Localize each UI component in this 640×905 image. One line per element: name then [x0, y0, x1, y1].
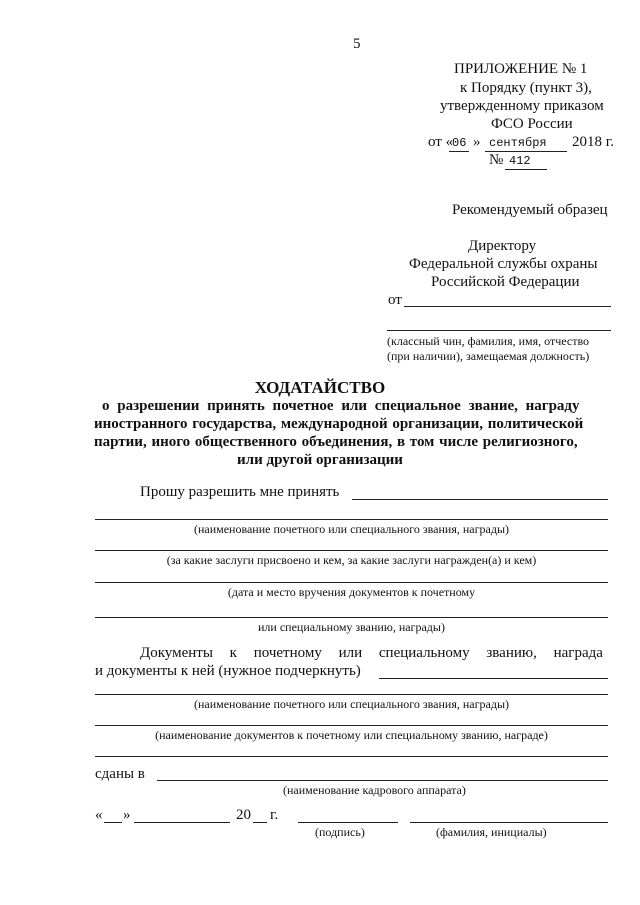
docs-field-line[interactable] [95, 725, 608, 726]
document-title: ХОДАТАЙСТВО [254, 378, 386, 397]
recommended-sample: Рекомендуемый образец [452, 202, 608, 218]
docs-field-line-2[interactable] [95, 756, 608, 757]
year-field[interactable] [253, 822, 267, 823]
documents-text-line1: Документы к почетному или специальному званию, награда [140, 645, 603, 661]
addressee-from: от [388, 292, 402, 308]
subtitle-line1: о разрешении принять почетное или специальное звание, награду [102, 398, 580, 414]
subtitle-line4: или другой организации [237, 452, 403, 468]
date-place-field-line-2[interactable] [95, 617, 608, 618]
year-suffix: г. [270, 807, 279, 823]
handed-text: сданы в [95, 766, 145, 782]
date-open-quote: « [95, 807, 103, 823]
subtitle-line3: партии, иного общественного объединения, в том числе религиозного, [94, 434, 578, 450]
hint-title: (наименование почетного или специального звания, награды) [193, 522, 510, 536]
hint-name: (фамилия, инициалы) [436, 825, 547, 839]
appendix-date-prefix: от « [428, 134, 454, 150]
name-field[interactable] [410, 822, 608, 823]
appendix-month: сентября [489, 136, 547, 150]
subtitle-line2: иностранного государства, международной организации, политической [94, 416, 584, 432]
hint-docs: (наименование документов к почетному или специальному званию, награде) [155, 728, 548, 742]
appendix-order-ref: к Порядку (пункт 3), [460, 80, 592, 96]
request-field-line[interactable] [352, 499, 608, 500]
addressee-line1: Директору [468, 238, 537, 254]
hint-hr: (наименование кадрового аппарата) [283, 783, 466, 797]
from-field-line-2[interactable] [387, 330, 611, 331]
date-place-field-line[interactable] [95, 582, 608, 583]
signature-field[interactable] [298, 822, 398, 823]
appendix-day: 06 [452, 136, 467, 150]
documents-field-line[interactable] [379, 678, 608, 679]
appendix-number: 412 [509, 154, 531, 168]
year-prefix: 20 [236, 807, 251, 823]
merits-field-line[interactable] [95, 550, 608, 551]
page-number: 5 [353, 36, 361, 52]
title2-field-line[interactable] [95, 694, 608, 695]
hint-title2: (наименование почетного или специального звания, награды) [193, 697, 510, 711]
date-day-field[interactable] [104, 822, 122, 823]
appendix-quote-close: » [473, 134, 481, 150]
addressee-hint1: (классный чин, фамилия, имя, отчество [387, 334, 590, 348]
hr-field-line[interactable] [157, 780, 608, 781]
appendix-title: ПРИЛОЖЕНИЕ № 1 [454, 61, 588, 77]
date-close-quote: » [123, 807, 131, 823]
hint-signature: (подпись) [315, 825, 365, 839]
documents-text-line2: и документы к ней (нужное подчеркнуть) [95, 663, 361, 679]
addressee-line2: Федеральной службы охраны [409, 256, 598, 272]
hint-date-place2: или специальному званию, награды) [258, 620, 445, 634]
hint-merits: (за какие заслуги присвоено и кем, за какие заслуги награжден(а) и кем) [166, 553, 537, 567]
appendix-agency: ФСО России [491, 116, 573, 132]
title-field-line[interactable] [95, 519, 608, 520]
appendix-number-sign: № [489, 152, 504, 168]
appendix-year: 2018 г. [572, 134, 614, 150]
addressee-hint2: (при наличии), замещаемая должность) [387, 349, 590, 363]
addressee-line3: Российской Федерации [431, 274, 580, 290]
hint-date-place1: (дата и место вручения документов к почетному [227, 585, 476, 599]
from-field-line[interactable] [404, 306, 611, 307]
date-month-field[interactable] [134, 822, 230, 823]
appendix-approved: утвержденному приказом [440, 98, 604, 114]
request-text: Прошу разрешить мне принять [140, 484, 340, 500]
